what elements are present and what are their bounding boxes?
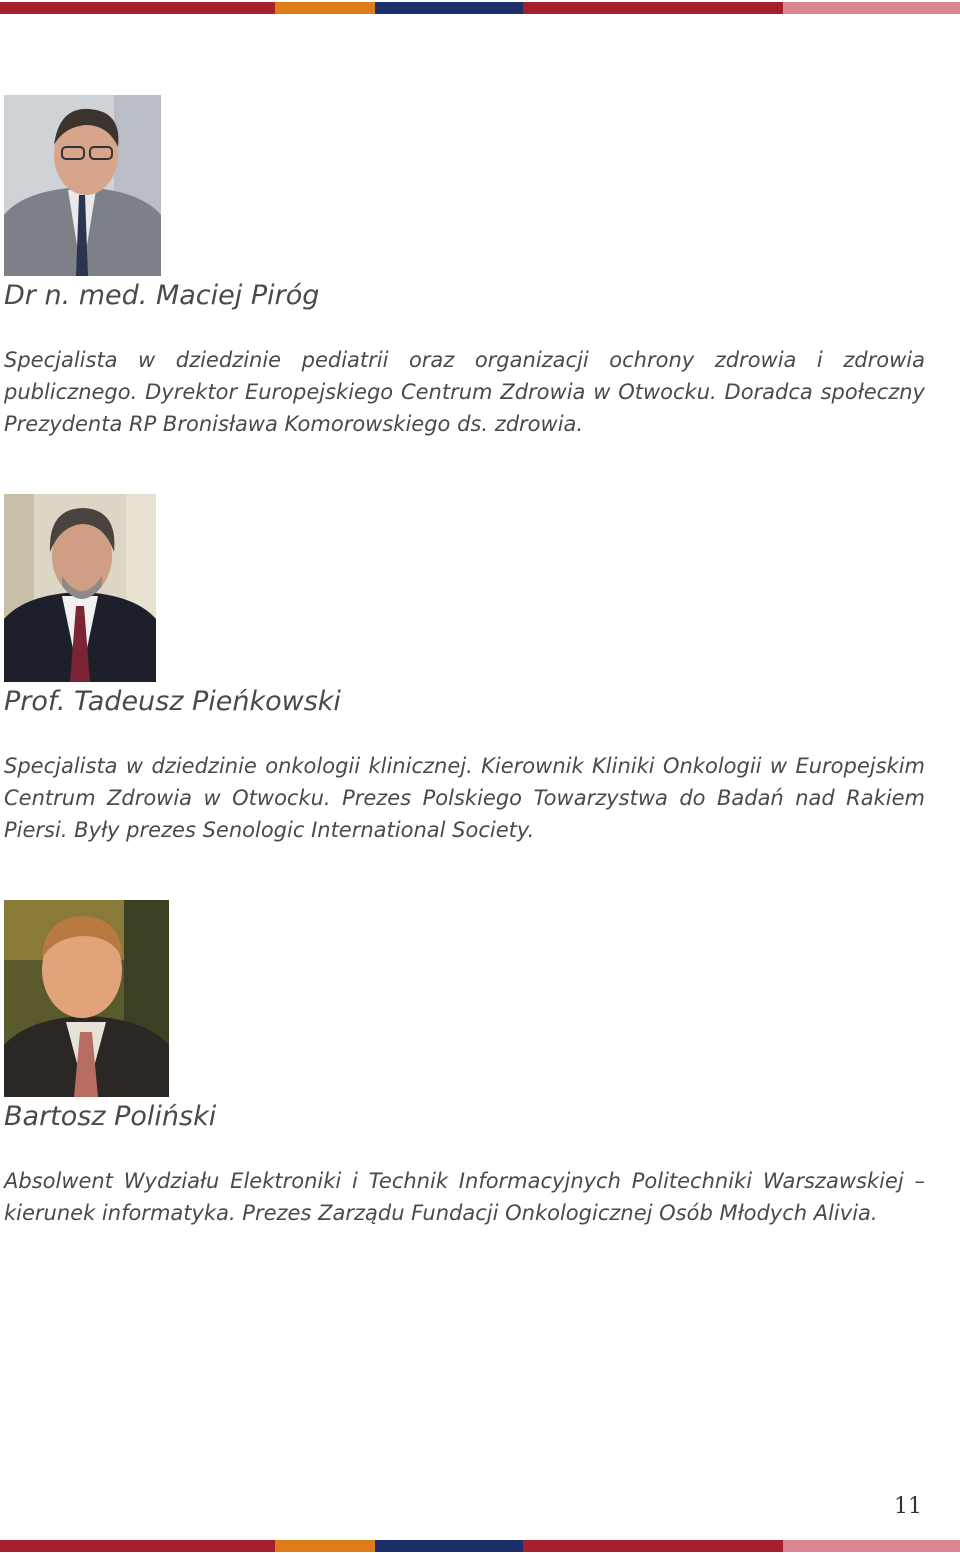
page-number: 11	[894, 1494, 922, 1519]
portrait-photo	[4, 95, 161, 276]
portrait-photo	[4, 494, 156, 682]
person-bio: Specjalista w dziedzinie pediatrii oraz organizacji ochrony zdrowia i zdrowia publicznego. Dyrektor Europejskiego Centrum Zdrowia w Otwocku. Doradca społeczny Prezydenta RP Bronisława Komorowskiego ds. zdrowia.	[4, 348, 925, 436]
person-bio: Specjalista w dziedzinie onkologii klinicznej. Kierownik Kliniki Onkologii w Europejskim Centrum Zdrowia w Otwocku. Prezes Polskiego Towarzystwa do Badań nad Rakiem Piersi. Były prezes Senologic International Society.	[4, 754, 925, 842]
bar-segment	[523, 2, 783, 14]
bar-segment	[0, 2, 275, 14]
bottom-color-bar	[0, 1540, 960, 1552]
top-color-bar	[0, 2, 960, 14]
person-name: Dr n. med. Maciej Piróg	[4, 280, 320, 311]
bar-segment	[0, 1540, 275, 1552]
bar-segment	[275, 1540, 375, 1552]
bar-segment	[375, 2, 523, 14]
person-name: Prof. Tadeusz Pieńkowski	[4, 686, 341, 717]
bar-segment	[523, 1540, 783, 1552]
portrait-photo	[4, 900, 169, 1097]
bar-segment	[783, 1540, 960, 1552]
bar-segment	[275, 2, 375, 14]
bar-segment	[783, 2, 960, 14]
bar-segment	[375, 1540, 523, 1552]
person-bio: Absolwent Wydziału Elektroniki i Technik Informacyjnych Politechniki Warszawskiej – kierunek informatyka. Prezes Zarządu Fundacji Onkologicznej Osób Młodych Alivia.	[4, 1169, 925, 1225]
person-name: Bartosz Poliński	[4, 1101, 217, 1132]
